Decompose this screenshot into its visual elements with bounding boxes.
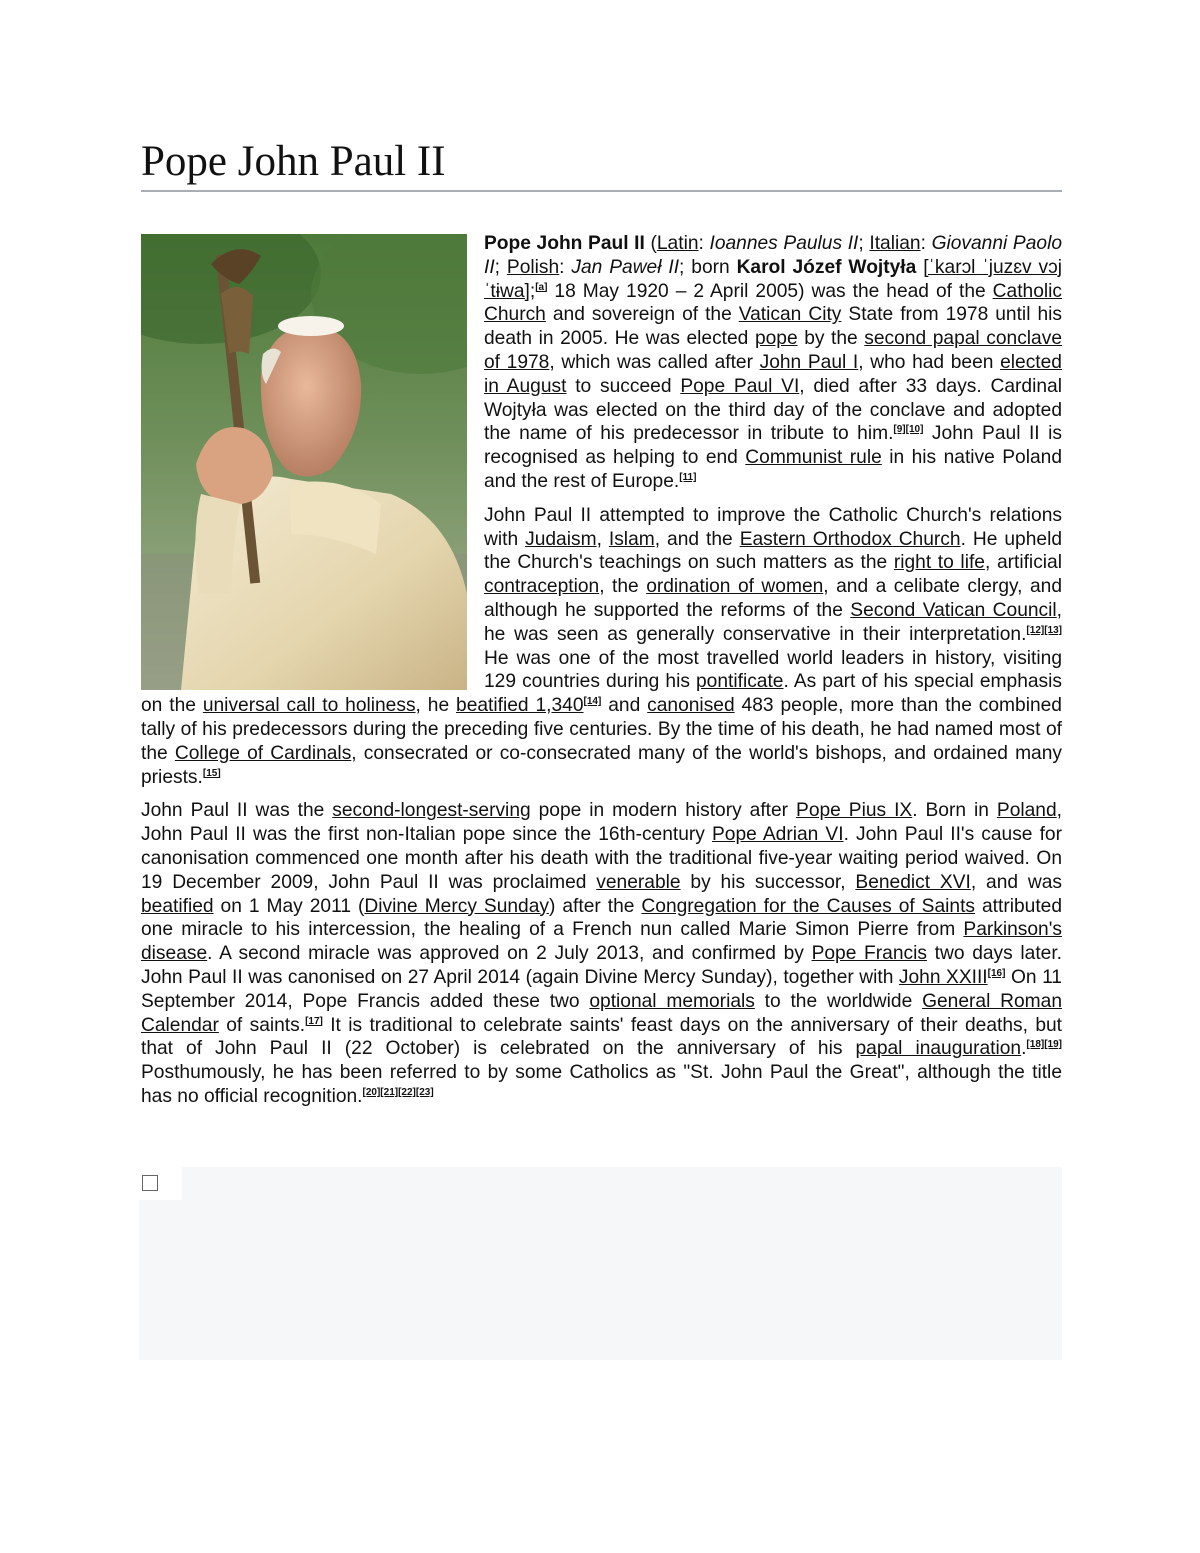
reference-link[interactable]: [14] (583, 696, 602, 708)
link-right-to-life[interactable]: right to life (893, 552, 985, 574)
link-ordination-of-women[interactable]: ordination of women (646, 576, 824, 598)
link-catholic-church[interactable]: Catholic Church (484, 280, 1062, 326)
reference-link[interactable]: [12][13] (1026, 624, 1062, 636)
reference-link[interactable]: [18][19] (1026, 1039, 1062, 1051)
link-beatified-2[interactable]: beatified (141, 895, 214, 917)
link-pontificate[interactable]: pontificate (696, 671, 784, 693)
reference-link[interactable]: [16] (987, 967, 1006, 979)
paragraph-intro: Pope John Paul II (Latin: Ioannes Paulus II; Italian: Giovanni Paolo II; Polish: Jan Paweł II; born Karol Józef Wojtyła [ˈkarɔl ˈjuzɛv vɔjˈtɨwa];[a] 18 May 1920 – 2 April 2005) was the head of the Catholic Church and sovereign of the Vatican City State from 1978 until his death in 2005. He was elected pope by the second papal conclave of 1978, which was called after John Paul I, who had been elected in August to succeed Pope Paul VI, died after 33 days. Cardinal Wojtyła was elected on the third day of the conclave and adopted the name of his predecessor in tribute to him.[9][10] John Paul II is recognised as helping to end Communist rule in his native Poland and the rest of Europe.[11] (484, 233, 1063, 492)
link-latin[interactable]: Latin (656, 233, 699, 254)
link-john-paul-i[interactable]: John Paul I (759, 351, 859, 373)
link-universal-call-to-holiness[interactable]: universal call to holiness (202, 695, 416, 717)
polish-name: Jan Paweł II (571, 256, 680, 278)
link-pope[interactable]: pope (754, 328, 798, 350)
link-congregation-causes-of-saints[interactable]: Congregation for the Causes of Saints (641, 895, 976, 917)
link-canonised[interactable]: canonised (647, 695, 735, 717)
link-polish[interactable]: Polish (506, 256, 560, 278)
reference-link[interactable]: [17] (305, 1015, 323, 1027)
reference-link[interactable]: [a] (535, 281, 548, 293)
reference-link[interactable]: [11] (679, 471, 697, 483)
link-parkinsons-disease[interactable]: Parkinson's disease (141, 919, 1062, 965)
link-pope-adrian-vi[interactable]: Pope Adrian VI (712, 824, 844, 846)
link-second-vatican-council[interactable]: Second Vatican Council (850, 599, 1057, 621)
link-divine-mercy-sunday[interactable]: Divine Mercy Sunday (364, 895, 549, 917)
link-judaism[interactable]: Judaism (525, 528, 597, 550)
link-john-xxiii[interactable]: John XXIII (898, 966, 988, 988)
link-eastern-orthodox-church[interactable]: Eastern Orthodox Church (739, 528, 961, 550)
empty-embed-box (139, 1167, 1062, 1360)
link-pope-francis[interactable]: Pope Francis (811, 943, 927, 965)
reference-link[interactable]: [20][21][22][23] (362, 1086, 434, 1098)
title-divider (141, 190, 1062, 192)
link-second-longest-serving[interactable]: second-longest-serving (332, 800, 531, 822)
link-papal-inauguration[interactable]: papal inauguration (855, 1038, 1022, 1060)
checkbox-cell (139, 1167, 182, 1200)
paragraph-policies: John Paul II attempted to improve the Catholic Church's relations with Judaism, Islam, and the Eastern Orthodox Church. He upheld the Church's teachings on such matters as the right to life, artificial contraception, the ordination of women, and a celibate clergy, and although he supported the reforms of the Second Vatican Council, he was seen as generally conservative in their interpretation.[12][13] He was one of the most travelled world leaders in history, visiting 129 countries during his pontificate. As part of his special emphasis on the universal call to holiness, he beatified 1,340[14] and canonised 483 people, more than the combined tally of his predecessors during the preceding five centuries. By the time of his death, he had named most of the College of Cardinals, consecrated or co-consecrated many of the world's bishops, and ordained many priests.[15] (141, 504, 1063, 788)
link-optional-memorials[interactable]: optional memorials (589, 990, 755, 1012)
reference-link[interactable]: [15] (202, 767, 221, 779)
pope-portrait-image (141, 234, 467, 690)
link-beatified[interactable]: beatified 1,340 (456, 695, 584, 717)
link-conclave-1978[interactable]: second papal conclave of 1978 (484, 328, 1062, 373)
link-vatican-city[interactable]: Vatican City (738, 304, 842, 326)
article (141, 138, 1062, 1119)
article-body (141, 232, 1062, 1109)
link-elected-in-august[interactable]: elected in August (484, 351, 1062, 397)
link-college-of-cardinals[interactable]: College of Cardinals (174, 742, 352, 764)
link-venerable[interactable]: venerable (596, 871, 681, 893)
link-pope-paul-vi[interactable]: Pope Paul VI (680, 375, 800, 397)
paragraph-legacy: John Paul II was the second-longest-serving pope in modern history after Pope Pius IX. Born in Poland, John Paul II was the first non-Italian pope since the 16th-century Pope Adrian VI. John Paul II's cause for canonisation commenced one month after his death with the traditional five-year waiting period waived. On 19 December 2009, John Paul II was proclaimed venerable by his successor, Benedict XVI, and was beatified on 1 May 2011 (Divine Mercy Sunday) after the Congregation for the Causes of Saints attributed one miracle to his intercession, the healing of a French nun called Marie Simon Pierre from Parkinson's disease. A second miracle was approved on 2 July 2013, and confirmed by Pope Francis two days later. John Paul II was canonised on 27 April 2014 (again Divine Mercy Sunday), together with John XXIII[16] On 11 September 2014, Pope Francis added these two optional memorials to the worldwide General Roman Calendar of saints.[17] It is traditional to celebrate saints' feast days on the anniversary of their deaths, but that of John Paul II (22 October) is celebrated on the anniversary of his papal inauguration.[18][19] Posthumously, he has been referred to by some Catholics as "St. John Paul the Great", although the title has no official recognition.[20][21][22][23] (141, 800, 1063, 1107)
reference-link[interactable]: [9][10] (893, 424, 924, 436)
italian-name: Giovanni Paolo II (484, 233, 1063, 278)
link-communist-rule[interactable]: Communist rule (745, 447, 882, 469)
link-italian[interactable]: Italian (869, 233, 921, 254)
checkbox-icon[interactable] (142, 1175, 158, 1191)
link-poland[interactable]: Poland (996, 800, 1057, 822)
birth-name: Karol Józef Wojtyła (736, 256, 917, 278)
link-contraception[interactable]: contraception (484, 576, 600, 598)
subject-name: Pope John Paul II (484, 233, 645, 254)
page-title: Pope John Paul II (141, 138, 446, 185)
link-islam[interactable]: Islam (608, 528, 655, 550)
link-pope-pius-ix[interactable]: Pope Pius IX (796, 800, 913, 822)
link-general-roman-calendar[interactable]: General Roman Calendar (141, 990, 1062, 1036)
link-benedict-xvi[interactable]: Benedict XVI (855, 871, 971, 893)
latin-name: Ioannes Paulus II (709, 233, 859, 254)
link-ipa[interactable]: [ˈkarɔl ˈjuzɛv vɔjˈtɨwa] (484, 256, 1062, 302)
